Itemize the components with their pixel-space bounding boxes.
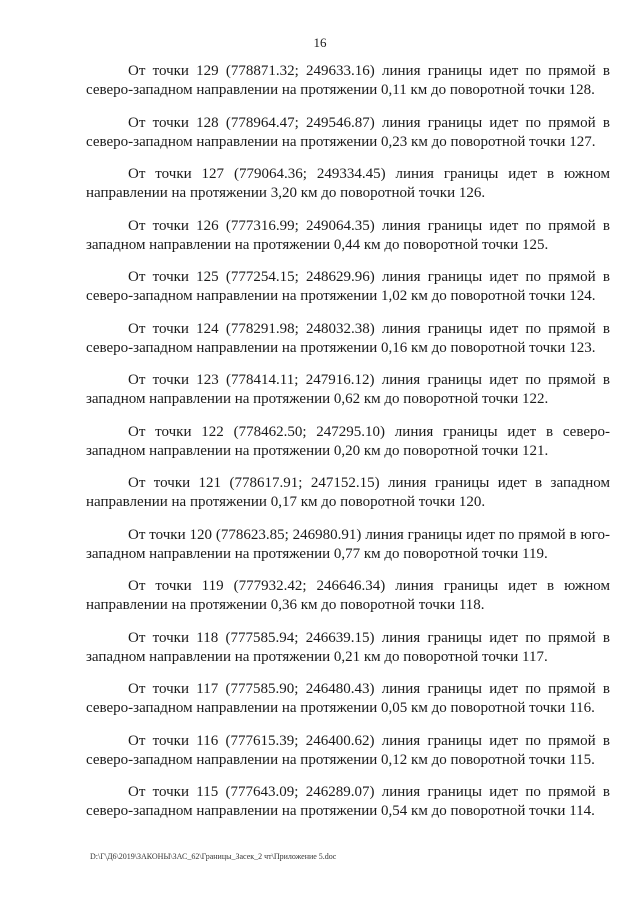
page-number: 16 bbox=[313, 35, 327, 50]
boundary-paragraph: От точки 115 (777643.09; 246289.07) линия границы идет по прямой в северо-западном направлении на протяжении 0,54 км до поворотной точки 114. bbox=[86, 784, 610, 819]
boundary-paragraph: От точки 126 (777316.99; 249064.35) линия границы идет по прямой в западном направлении на протяжении 0,44 км до поворотной точки 125. bbox=[86, 217, 610, 253]
boundary-paragraph: От точки 127 (779064.36; 249334.45) линия границы идет в южном направлении на протяжении 3,20 км до поворотной точки 126. bbox=[86, 166, 610, 201]
footer-file-path: D:\Г\Д6\2019\ЗАКОНЫ\ЗАС_62\Границы_Засек_2 чт\Приложение 5.doc bbox=[90, 852, 337, 861]
boundary-paragraph: От точки 118 (777585.94; 246639.15) линия границы идет по прямой в западном направлении на протяжении 0,21 км до поворотной точки 117. bbox=[86, 629, 610, 665]
boundary-paragraph: От точки 117 (777585.90; 246480.43) линия границы идет по прямой в северо-западном направлении на протяжении 0,05 км до поворотной точки 116. bbox=[86, 681, 610, 716]
boundary-paragraph: От точки 116 (777615.39; 246400.62) линия границы идет по прямой в северо-западном направлении на протяжении 0,12 км до поворотной точки 115. bbox=[86, 732, 610, 768]
boundary-paragraph: От точки 125 (777254.15; 248629.96) линия границы идет по прямой в северо-западном направлении на протяжении 1,02 км до поворотной точки 124. bbox=[86, 269, 610, 304]
boundary-paragraph: От точки 123 (778414.11; 247916.12) линия границы идет по прямой в западном направлении на протяжении 0,62 км до поворотной точки 122. bbox=[86, 372, 610, 407]
boundary-paragraph: От точки 128 (778964.47; 249546.87) линия границы идет по прямой в северо-западном направлении на протяжении 0,23 км до поворотной точки 127. bbox=[86, 114, 610, 150]
boundary-paragraph: От точки 121 (778617.91; 247152.15) линия границы идет в западном направлении на протяжении 0,17 км до поворотной точки 120. bbox=[86, 475, 610, 510]
boundary-paragraph: От точки 120 (778623.85; 246980.91) линия границы идет по прямой в юго-западном направлении на протяжении 0,77 км до поворотной точки 119. bbox=[86, 526, 610, 562]
paragraph-list bbox=[86, 62, 610, 835]
boundary-paragraph: От точки 119 (777932.42; 246646.34) линия границы идет в южном направлении на протяжении 0,36 км до поворотной точки 118. bbox=[86, 578, 610, 613]
boundary-paragraph: От точки 124 (778291.98; 248032.38) линия границы идет по прямой в северо-западном направлении на протяжении 0,16 км до поворотной точки 123. bbox=[86, 320, 610, 356]
boundary-paragraph: От точки 129 (778871.32; 249633.16) линия границы идет по прямой в северо-западном направлении на протяжении 0,11 км до поворотной точки 128. bbox=[86, 63, 610, 98]
boundary-paragraph: От точки 122 (778462.50; 247295.10) линия границы идет в северо-западном направлении на протяжении 0,20 км до поворотной точки 121. bbox=[86, 423, 610, 459]
